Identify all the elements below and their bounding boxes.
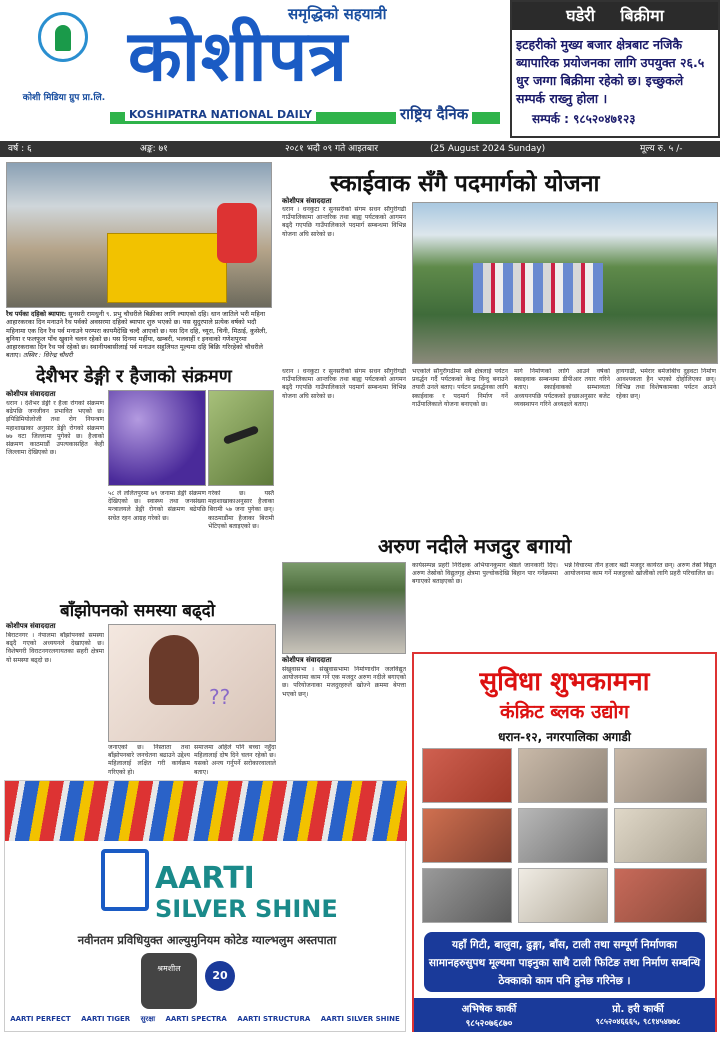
brand-tiger: AARTI TIGER — [81, 1015, 131, 1023]
woman-photo — [108, 624, 276, 742]
shield-badge-icon — [141, 953, 197, 1009]
story-dengue-col3: गरेको छ। यस्तै महाशाखाकाअनुसार हैजाका बिरामी ५७ जना पुगेका छन्। काठमाडौंमा हैजाका बिरामी भेटिएको बताइएको छ। — [208, 490, 274, 530]
masthead-logo — [8, 6, 120, 103]
ad2-title: सुविधा शुभकामना — [479, 667, 650, 697]
byline-arun: कोशीपत्र संवाददाता — [282, 656, 332, 664]
brand-spectra: AARTI SPECTRA — [165, 1015, 227, 1023]
headline-infertility: बाँझोपनको समस्या बढ्दो — [60, 601, 215, 621]
town-buildings — [473, 263, 603, 313]
brand-silvershine: AARTI SILVER SHINE — [320, 1015, 400, 1023]
sale-contact: सम्पर्क : ९८५२०४७१२३ — [532, 112, 636, 126]
aarti-brand: AARTI — [155, 861, 255, 896]
caption-text: सुनसरी रामधुनी ९. प्रभु चौधरीले बिक्रीका लागि ल्याएको दहि। धान जातिले भरी महिना आहारकरका दिन मनाउने रैथ पर्वको अवसरमा दहिको ब्यापार शुरु भएको छ। यस सुदुरपाले प्रत्येक वर्षको भदौ महिनामा एक दिन रैथ पर्व मनाउने परम्परा कायमैदेखि चल्दै आएको छ। यस दिन दहि, च्यूरा, चिनी, मिठाई, कुसेली, बुनिया र फलफुल पाँच खुवाने चलन रहेको छ। यस दिनमा मर्हीया, खम्बरी, भलवाहीं र इनवाको गणेशपुरमा आहारकराका दिन रैथ पर्व रहेको छ। स्थानीयबासीलाई पर्व मनाउन सहुलियत मूल्यमा दहि बिक्रि गरिरहेको चौधरीले बताए। — [6, 310, 268, 360]
volume: वर्ष : ६ — [8, 144, 32, 154]
aarti-product: SILVER SHINE — [155, 895, 338, 923]
story-dengue-col2: ५८ ले ललितपुरमा ७९ जनामा डेङ्गी संक्रमण देखिएको छ। स्वास्थ्य तथा जनसंख्या मन्त्रालयले डेङ्गी रोगको संक्रमण बढेपछि सचेत रहन आग्रह गरेको छ। — [108, 490, 206, 522]
masthead-subtitle: राष्ट्रिय दैनिक — [396, 104, 472, 124]
contact2-name: प्रो. हरी कार्की — [612, 1004, 664, 1015]
blocks-image — [614, 748, 707, 803]
mosquito-photo — [208, 390, 274, 486]
headline-dengue: देशैभर डेङ्गी र हैजाको संक्रमण — [36, 366, 232, 387]
byline-dengue: कोशीपत्र संवाददाता — [6, 390, 56, 398]
story-arun-col3: भन्ने विचारमा तीन हजार बढी मजदुर कार्यरत छन्। अरुण तेस्रो विद्युत आयोजनामा काम गर्ने मजदुरको खोजीको लागि प्रहरी परिचालित छ। — [564, 562, 716, 578]
masthead-title: कोशीपत्र — [128, 15, 349, 97]
aarti-tagline: नवीनतम प्रविधियुक्त आल्युमुनियम कोटेड ग्याल्भलुम अस्तपाता — [77, 933, 337, 947]
sand-image — [614, 808, 707, 863]
story-skywalk-lead: धरान । धनकुटा र सुनसरीको संगम सधन सौंगुरीगढी गाउँपालिकामा आन्तरिक तथा बाह्य पर्यटकको आगमन बढ्दै गएपछि गाउँपालिकाले पदमार्ग सम्बन्धमा विभिन्न योजना अघि सारेको छ। — [282, 206, 406, 238]
tile-pattern-image — [422, 808, 512, 863]
logo-org-name: कोशी मिडिया ग्रुप प्रा.लि. — [22, 93, 106, 103]
brick-tiles-image — [422, 748, 512, 803]
byline-skywalk: कोशीपत्र संवाददाता — [282, 197, 332, 205]
price: मूल्य रु. ५ /- — [640, 144, 683, 154]
virus-photo — [108, 390, 206, 486]
yellow-crates — [107, 233, 227, 303]
contact-row — [414, 998, 715, 1032]
story-infertility-col1: बिराटनगर । नेपालमा बाँझोपनको समस्या बढ्दै गएको अध्ययनले देखाएको छ। विशेषगरी विराटनगरलगायतका सहरी क्षेत्रमा यो समस्या बढ्दो छ। — [6, 632, 104, 664]
paver-image — [518, 748, 608, 803]
hillside-town-photo — [412, 202, 718, 364]
headline-arun: अरुण नदीले मजदुर बगायो — [378, 534, 572, 558]
sale-text: इटहरीको मुख्य बजार क्षेत्रबाट नजिकै ब्यापारिक प्रयोजनका लागि उपयुक्त २६.५ धुर जग्गा बिक्रीमा रहेको छ। इच्छुकले सम्पर्क राख्नु होला । — [516, 37, 705, 106]
house-logo-icon — [101, 849, 149, 911]
photo-credit: तस्विर : धिरेन्द्र चौधरी — [22, 351, 73, 360]
story-arun-col1: संखुवासभा । संखुवासभामा निर्माणाधीन जलविद्युत आयोजनामा काम गर्ने एक मजदुर अरुण नदीले बगाएको छ। परियोजनाका मजदुरहरुले खोज्ने क्रममा बेपत्ता भएको छन्। — [282, 666, 406, 698]
issue-number: अङ्क: ७१ — [140, 144, 168, 154]
sale-heading: घडेरी बिक्रीमा — [512, 2, 718, 30]
logo-emblem-icon — [38, 12, 88, 62]
block-industry-ad — [412, 652, 717, 1032]
story-dengue-col1: धरान । देशैभर डेङ्गी र हैजा रोगको संक्रमण बढेपछि जनजीवन प्रभावित भएको छ। इपिडिमियोलोजी तथा रोग नियन्त्रण महाशाखाका अनुसार डेङ्गी रोगको संक्रमण ७७ वटा जिल्लामा पुगेको छ। हैजाको संक्रमण काठमाडौं उपत्यकासहित केही जिल्लामा देखिएको छ। — [6, 400, 104, 457]
story-skywalk-col2: भएकोले सौगुरीगढीमा सबै क्षेत्रलाई पर्यटन प्रवर्द्धन गर्दै पर्यटकको केन्द्र विन्दु बनाउने तयारी उनले बताए। पर्यटन प्रवर्द्धनका लागि स्काईवाक र पदमार्ग निर्माण गर्ने गाउँपालिकाले योजना बनाएको छ। — [412, 368, 508, 408]
woman-figure — [149, 635, 199, 705]
headline-skywalk: स्काईवाक सँगै पदमार्गको योजना — [330, 171, 600, 197]
story-skywalk-col1b: धरान । धनकुटा र सुनसरीको संगम सधन सौंगुरीगढी गाउँपालिकामा आन्तरिक तथा बाह्य पर्यटकको आगमन बढ्दै गएपछि गाउँपालिकाले पदमार्ग सम्बन्धमा विभिन्न योजना अघि सारेको छ। — [282, 368, 406, 400]
mosquito-icon — [223, 425, 260, 445]
brand-perfect: AARTI PERFECT — [10, 1015, 71, 1023]
aarti-ad — [4, 780, 406, 1032]
masthead-tagline: समृद्धिको सहयात्री — [288, 5, 387, 23]
story-infertility-col3: समाजमा अहिले पनि बच्चा नहुँदा महिलालाई दोष दिने चलन रहेको छ। यसको अन्त्य गर्नुपर्ने सरोकारवालाले बताए। — [194, 744, 276, 776]
story-arun-col2: कार्यसम्पन्न प्रहरी निरीक्षक अभियानकुमार श्रेष्ठले जानकारी दिए। अरुण तेस्रोको विद्युतगृह क्षेत्रमा पुल्चोकदेखि बिहान पार गर्नेक्रममा बगाएको बताइएको छ। — [412, 562, 558, 586]
brand-structura: AARTI STRUCTURA — [237, 1015, 311, 1023]
stones-image — [422, 868, 512, 923]
brand-suraksha: सुरक्षा — [140, 1014, 156, 1023]
services-band: यहाँ गिटी, बालुवा, ढुङ्गा, बाँस, टाली तथा सम्पूर्ण निर्माणका सामानहरुसुपथ मूल्यमा पाइनुका साथै टाली फिटिङ तथा निर्माण सम्बन्धि ठेक्काको काम पनि हुनेछ गरिनेछ । — [424, 932, 705, 992]
ad2-subtitle: कंक्रिट ब्लक उद्योग — [500, 701, 629, 723]
date-english: (25 August 2024 Sunday) — [430, 144, 546, 154]
guarantee-badge: 20 — [205, 961, 235, 991]
photo-caption — [6, 310, 272, 360]
story-skywalk-col4: हायगाढी, भमेरार बर्मेजोबीच दुइवटा निर्माण आवश्यकता हैन भएको दोहोलिएका छन्। विभिन्न तथा विशेषकामका पर्यटन आउने रहेका छन्। — [616, 368, 716, 400]
question-marks-icon: ?? — [209, 685, 231, 709]
red-blocks-image — [614, 868, 707, 923]
issue-info-bar — [0, 141, 720, 157]
land-sale-ad — [510, 0, 720, 138]
ad2-location: धरान-१२, नगरपालिका अगाडी — [498, 730, 631, 744]
contact1-phone: ९८५२०७६८७० — [465, 1019, 513, 1029]
aarti-brand-strip — [5, 1007, 405, 1031]
curd-seller-photo — [6, 162, 272, 308]
byline-infertility: कोशीपत्र संवाददाता — [6, 622, 56, 630]
roofing-sheets-image — [5, 781, 407, 841]
story-skywalk-col3: मार्ग निर्माणको लागि आउने वर्षको स्काइवाक सम्बन्धमा डीपीआर तयार गरिने बताए। स्काईवाकको सम्भाव्यता अध्ययनपछि पर्यटकको इच्छाअनुसार बजेट व्यवस्थापन गरिने अध्यक्षले बताए। — [514, 368, 610, 408]
caption-title: रैथ पर्यका दहिको ब्यापार: — [6, 310, 67, 318]
story-infertility-col2: जनाएको छ। निस्ताता तथा बाँझोपनबारे जनचेतना बढाउने उद्देश्य महिलालाई लक्षित गरी कार्यक्रम गरिएको हो। — [108, 744, 190, 776]
man-red-shirt — [217, 203, 257, 263]
masthead-english-name: KOSHIPATRA NATIONAL DAILY — [125, 108, 316, 121]
contact2-phone: ९८५२०४६६६५, ९८१४५४७७८ — [595, 1017, 681, 1026]
date-nepali: २०८१ भदौ ०९ गते आइतबार — [285, 144, 379, 154]
badge-text: श्रमशील — [157, 964, 181, 973]
gravel-image — [518, 808, 608, 863]
contact1-name: अभिषेक कार्की — [461, 1004, 517, 1015]
sand-pile-image — [518, 868, 608, 923]
river-photo — [282, 562, 406, 654]
